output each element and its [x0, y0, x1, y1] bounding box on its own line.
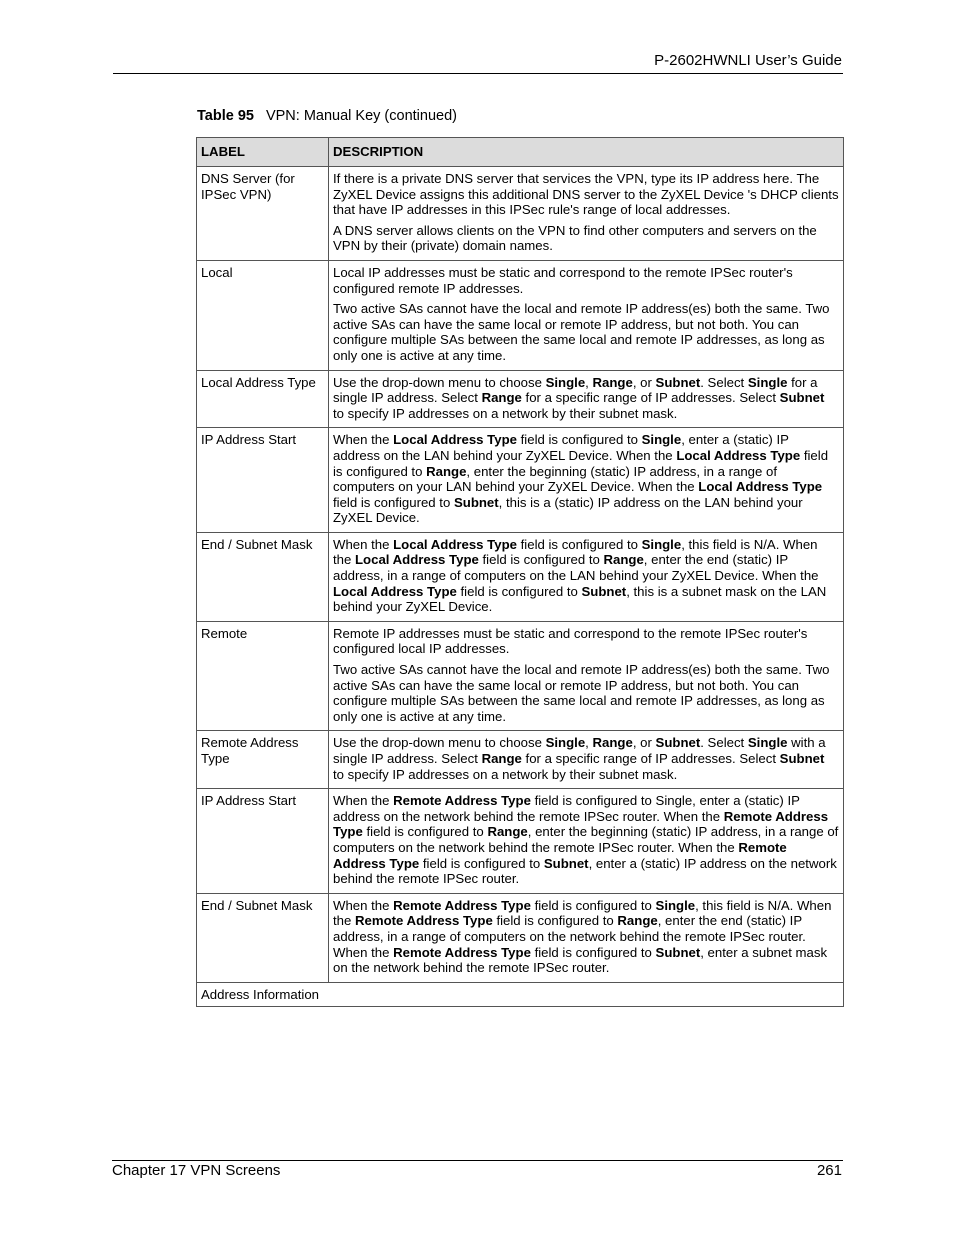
row-label: IP Address Start: [197, 789, 329, 894]
text-run: field is configured to: [478, 552, 604, 568]
text-run: , enter a (static) IP address on the LAN behind your ZyXEL Device. When the: [333, 432, 789, 463]
description-paragraph: [333, 375, 839, 422]
table-body: [197, 167, 844, 1007]
text-run: for a specific range of IP addresses. Select: [521, 751, 780, 766]
text-run: field is configured to: [530, 897, 656, 913]
text-run: Two active SAs cannot have the local and remote IP address(es) both the same. Two active SAs can have the same local or remote IP address, but not both. You can configure multiple SAs between the same local and remote IP addresses, as long as only one is active at any time.: [333, 662, 830, 724]
field-term: Range: [426, 463, 467, 479]
text-run: , or: [632, 735, 656, 751]
field-term: Local Address Type: [393, 536, 517, 552]
field-term: Single: [641, 536, 682, 552]
field-term: Range: [481, 390, 522, 406]
text-run: , enter a (static) IP address on the network behind the remote IPSec router.: [333, 855, 837, 887]
footer-rule: [112, 1160, 843, 1161]
field-term: Remote Address Type: [355, 913, 493, 929]
table-row: [197, 428, 844, 533]
row-label: Local: [197, 260, 329, 370]
running-header-title: P-2602HWNLI User’s Guide: [654, 52, 842, 69]
table-header-row: [197, 138, 844, 167]
field-term: Subnet: [655, 735, 701, 751]
table-row: [197, 532, 844, 621]
field-term: Subnet: [543, 855, 589, 871]
table-number: Table 95: [197, 108, 254, 124]
description-paragraph: [333, 432, 839, 526]
description-paragraph: [333, 662, 839, 724]
text-run: . Select: [700, 735, 748, 751]
text-run: , this field is N/A. When the: [333, 536, 818, 568]
text-run: , enter the beginning (static) IP address, in a range of computers on the network behind the remote IPSec router. When the: [333, 824, 839, 855]
text-run: ,: [585, 374, 593, 390]
field-term: Single: [655, 897, 696, 913]
row-description: [329, 260, 844, 370]
field-term: Range: [603, 552, 644, 568]
table-row: [197, 370, 844, 428]
field-term: Remote Address Type: [393, 897, 531, 913]
field-term: Remote Address Type: [393, 793, 531, 809]
text-run: . Select: [700, 374, 748, 390]
text-run: If there is a private DNS server that services the VPN, type its IP address here. The ZyXEL Device assigns this additional DNS server to the ZyXEL Device 's DHCP clients that have IP addresses in this IPSec rule's range of local addresses.: [333, 171, 839, 218]
field-term: Single: [747, 735, 788, 751]
table-caption: [197, 108, 457, 124]
table-title: VPN: Manual Key (continued): [265, 108, 457, 124]
field-term: Single: [545, 735, 586, 751]
field-term: Local Address Type: [393, 432, 517, 448]
text-run: , enter the beginning (static) IP address, in a range of computers on your LAN behind your ZyXEL Device. When the: [333, 463, 778, 495]
text-run: for a single IP address. Select: [333, 374, 818, 406]
section-row: [197, 982, 844, 1007]
text-run: When the: [333, 897, 394, 913]
text-run: , enter a subnet mask on the network behind the remote IPSec router.: [333, 944, 828, 976]
table-row: [197, 260, 844, 370]
description-paragraph: [333, 626, 839, 657]
row-description: [329, 428, 844, 533]
field-term: Subnet: [581, 583, 627, 599]
row-description: [329, 532, 844, 621]
text-run: field is configured to: [362, 824, 488, 840]
row-description: [329, 789, 844, 894]
description-paragraph: [333, 171, 839, 218]
row-description: [329, 621, 844, 731]
description-paragraph: [333, 265, 839, 296]
field-term: Subnet: [655, 374, 701, 390]
text-run: , this is a subnet mask on the LAN behind your ZyXEL Device.: [333, 583, 827, 615]
text-run: When the: [333, 793, 394, 809]
text-run: field is configured to: [492, 913, 618, 929]
section-row-label: Address Information: [197, 982, 844, 1007]
row-description: [329, 893, 844, 982]
row-label: DNS Server (for IPSec VPN): [197, 167, 329, 261]
text-run: field is configured to: [419, 855, 544, 871]
text-run: field is configured to: [516, 536, 642, 552]
row-description: [329, 731, 844, 789]
text-run: ,: [585, 735, 593, 751]
row-label: End / Subnet Mask: [197, 893, 329, 982]
table-row: [197, 789, 844, 894]
page-number: 261: [816, 1162, 842, 1179]
description-paragraph: [333, 735, 839, 782]
vpn-manual-key-table: [196, 137, 844, 1007]
description-paragraph: [333, 223, 839, 254]
text-run: , this field is N/A. When the: [333, 897, 832, 929]
field-term: Subnet: [779, 751, 825, 766]
field-term: Subnet: [453, 494, 499, 510]
text-run: field is configured to: [333, 494, 454, 510]
text-run: , this is a (static) IP address on the LAN behind your ZyXEL Device.: [333, 494, 803, 526]
field-term: Remote Address Type: [393, 944, 531, 960]
field-term: Subnet: [779, 390, 825, 406]
text-run: When the: [333, 536, 394, 552]
field-term: Single: [545, 374, 586, 390]
row-label: IP Address Start: [197, 428, 329, 533]
field-term: Range: [481, 751, 522, 766]
header-label: LABEL: [197, 138, 329, 167]
row-label: Remote Address Type: [197, 731, 329, 789]
field-term: Local Address Type: [333, 583, 457, 599]
field-term: Local Address Type: [676, 447, 801, 463]
description-paragraph: [333, 793, 839, 887]
table-row: [197, 167, 844, 261]
text-run: field is configured to: [333, 447, 829, 479]
table-row: [197, 621, 844, 731]
header-description: DESCRIPTION: [329, 138, 844, 167]
text-run: Use the drop-down menu to choose: [333, 374, 546, 390]
field-term: Range: [592, 374, 633, 390]
text-run: Local IP addresses must be static and correspond to the remote IPSec router's configured remote IP addresses.: [333, 264, 793, 296]
field-term: Local Address Type: [355, 552, 479, 568]
text-run: , or: [632, 374, 656, 390]
text-run: field is configured to: [456, 583, 582, 599]
row-label: Local Address Type: [197, 370, 329, 428]
text-run: , enter the end (static) IP address, in a range of computers on the network behind the remote IPSec router. When the: [333, 913, 806, 960]
field-term: Subnet: [655, 944, 701, 960]
field-term: Range: [592, 735, 633, 751]
text-run: field is configured to Single, enter a (static) IP address on the network behind the remote IPSec router. When the: [333, 793, 800, 824]
text-run: field is configured to: [530, 944, 656, 960]
text-run: Use the drop-down menu to choose: [333, 735, 546, 751]
field-term: Range: [617, 913, 658, 929]
text-run: for a specific range of IP addresses. Select: [521, 390, 780, 406]
field-term: Range: [487, 824, 528, 840]
table-row: [197, 893, 844, 982]
field-term: Remote Address Type: [333, 808, 829, 840]
text-run: field is configured to: [516, 432, 642, 448]
header-rule: [113, 73, 843, 74]
field-term: Single: [641, 432, 682, 448]
row-label: End / Subnet Mask: [197, 532, 329, 621]
text-run: A DNS server allows clients on the VPN to find other computers and servers on the VPN by their (private) domain names.: [333, 222, 817, 254]
text-run: to specify IP addresses on a network by their subnet mask.: [333, 766, 678, 782]
row-description: [329, 370, 844, 428]
table-row: [197, 731, 844, 789]
text-run: , enter the end (static) IP address, in a range of computers on the LAN behind your ZyXEL Device. When the: [333, 552, 819, 584]
footer-chapter: Chapter 17 VPN Screens: [112, 1162, 281, 1179]
field-term: Single: [747, 374, 788, 390]
row-description: [329, 167, 844, 261]
description-paragraph: [333, 898, 839, 976]
text-run: Two active SAs cannot have the local and remote IP address(es) both the same. Two active SAs can have the same local or remote IP address, but not both. You can configure multiple SAs between the same local and remote IP addresses, as long as only one is active at any time.: [333, 301, 830, 363]
row-label: Remote: [197, 621, 329, 731]
description-paragraph: [333, 301, 839, 363]
field-term: Local Address Type: [698, 479, 823, 495]
text-run: to specify IP addresses on a network by their subnet mask.: [333, 405, 678, 421]
text-run: When the: [333, 432, 394, 448]
text-run: with a single IP address. Select: [333, 735, 826, 766]
text-run: Remote IP addresses must be static and correspond to the remote IPSec router's configured local IP addresses.: [333, 625, 808, 657]
description-paragraph: [333, 537, 839, 615]
field-term: Remote Address Type: [333, 839, 787, 871]
